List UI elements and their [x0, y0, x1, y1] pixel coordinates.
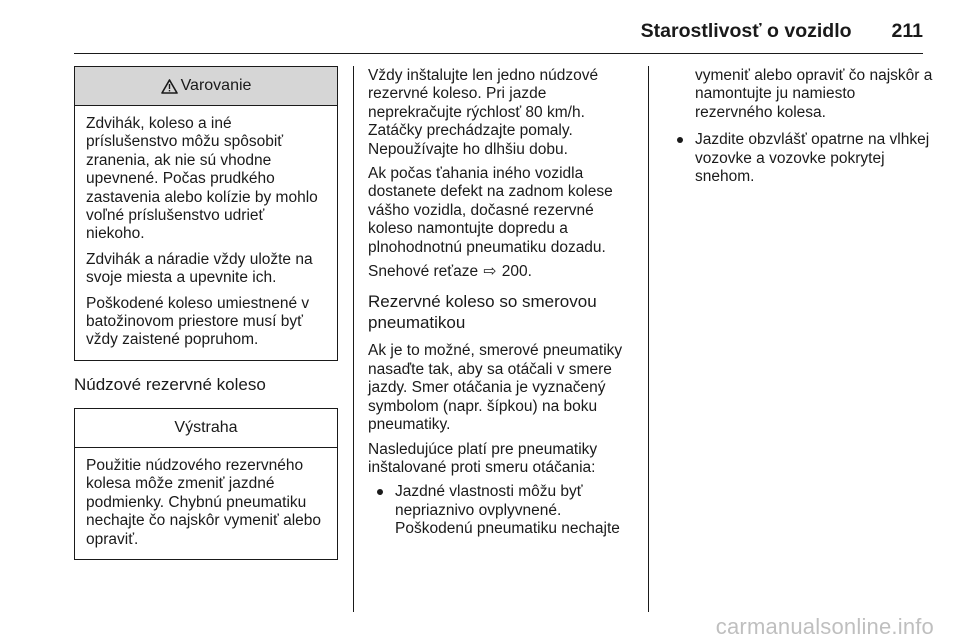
- column-1: [74, 66, 338, 560]
- bullet-continuation: vymeniť alebo opraviť čo najskôr a namontujte ju namiesto rezervného kolesa.: [695, 67, 933, 121]
- warning-paragraph-3: Poškodené koleso umiestnené v batožinovom priestore musí byť vždy zaistené popruhom.: [86, 294, 310, 349]
- column-3: [665, 67, 933, 192]
- warning-paragraph-2: Zdvihák a náradie vždy uložte na svoje miesta a upevnite ich.: [86, 250, 313, 287]
- warning-paragraph-1: Zdvihák, koleso a iné príslušenstvo môžu spôsobiť zranenia, ak nie sú vhodne upevnené. Počas prudkého zastavenia alebo kolízie by mohlo voľné príslušenstvo udrieť niekoho.: [86, 115, 318, 243]
- caution-box: [74, 408, 338, 560]
- page-header-title: Starostlivosť o vozidlo: [640, 20, 852, 42]
- paragraph-directional-tyres: Ak je to možné, smerové pneumatiky nasaďte tak, aby sa otáčali v smere jazdy. Smer otáčania je vyznačený symbolom (napr. šípkou) na boku pneumatiky.: [368, 342, 623, 434]
- warning-triangle-icon: [161, 79, 178, 94]
- caution-box-header: [75, 409, 337, 448]
- warning-box-header: [75, 67, 337, 106]
- snow-chains-text: Snehové reťaze: [368, 263, 479, 281]
- section-heading-spare-wheel: Núdzové rezervné koleso: [74, 374, 266, 394]
- bullet-list-continued: [665, 131, 933, 186]
- snow-chains-page-link[interactable]: 200.: [501, 263, 532, 281]
- paragraph-against-direction: Nasledujúce platí pre pneumatiky inštalované proti smeru otáčania:: [368, 440, 598, 476]
- warning-box: [74, 66, 338, 361]
- caution-box-body: [75, 448, 337, 559]
- page-number: 211: [891, 20, 923, 42]
- paragraph-towing: Ak počas ťahania iného vozidla dostanete defekt na zadnom kolese vášho vozidla, dočasné rezervné koleso namontujte dopredu a plnohodnotnú pneumatiku dozadu.: [368, 165, 613, 256]
- paragraph-snow-chains-ref: [368, 263, 638, 281]
- bullet-item-2: Jazdite obzvlášť opatrne na vlhkej vozovke a vozovke pokrytej snehom.: [665, 131, 933, 186]
- caution-paragraph: Použitie núdzového rezervného kolesa môže zmeniť jazdné podmienky. Chybnú pneumatiku nechajte čo najskôr vymeniť alebo opraviť.: [86, 456, 321, 548]
- warning-box-body: [75, 106, 337, 360]
- paragraph-install-one: Vždy inštalujte len jedno núdzové rezervné koleso. Pri jazde neprekračujte rýchlosť 80 km/h. Zatáčky prechádzajte pomaly. Nepoužívajte ho dlhšiu dobu.: [368, 67, 599, 158]
- page-reference-arrow-icon: ⇨: [483, 263, 497, 281]
- page-header: [60, 22, 923, 52]
- header-rule: [74, 53, 923, 54]
- section-heading-directional: Rezervné koleso so smerovou pneumatikou: [368, 292, 597, 333]
- watermark: carmanualsonline.info: [715, 613, 934, 639]
- column-divider-2: [648, 66, 649, 612]
- caution-box-title: Výstraha: [174, 418, 238, 436]
- column-divider-1: [353, 66, 354, 612]
- bullet-list: [368, 483, 638, 538]
- bullet-item-1: Jazdné vlastnosti môžu byť nepriaznivo ovplyvnené. Poškodenú pneumatiku nechajte: [368, 483, 638, 538]
- column-2: [368, 67, 638, 545]
- warning-box-title: Varovanie: [180, 76, 252, 94]
